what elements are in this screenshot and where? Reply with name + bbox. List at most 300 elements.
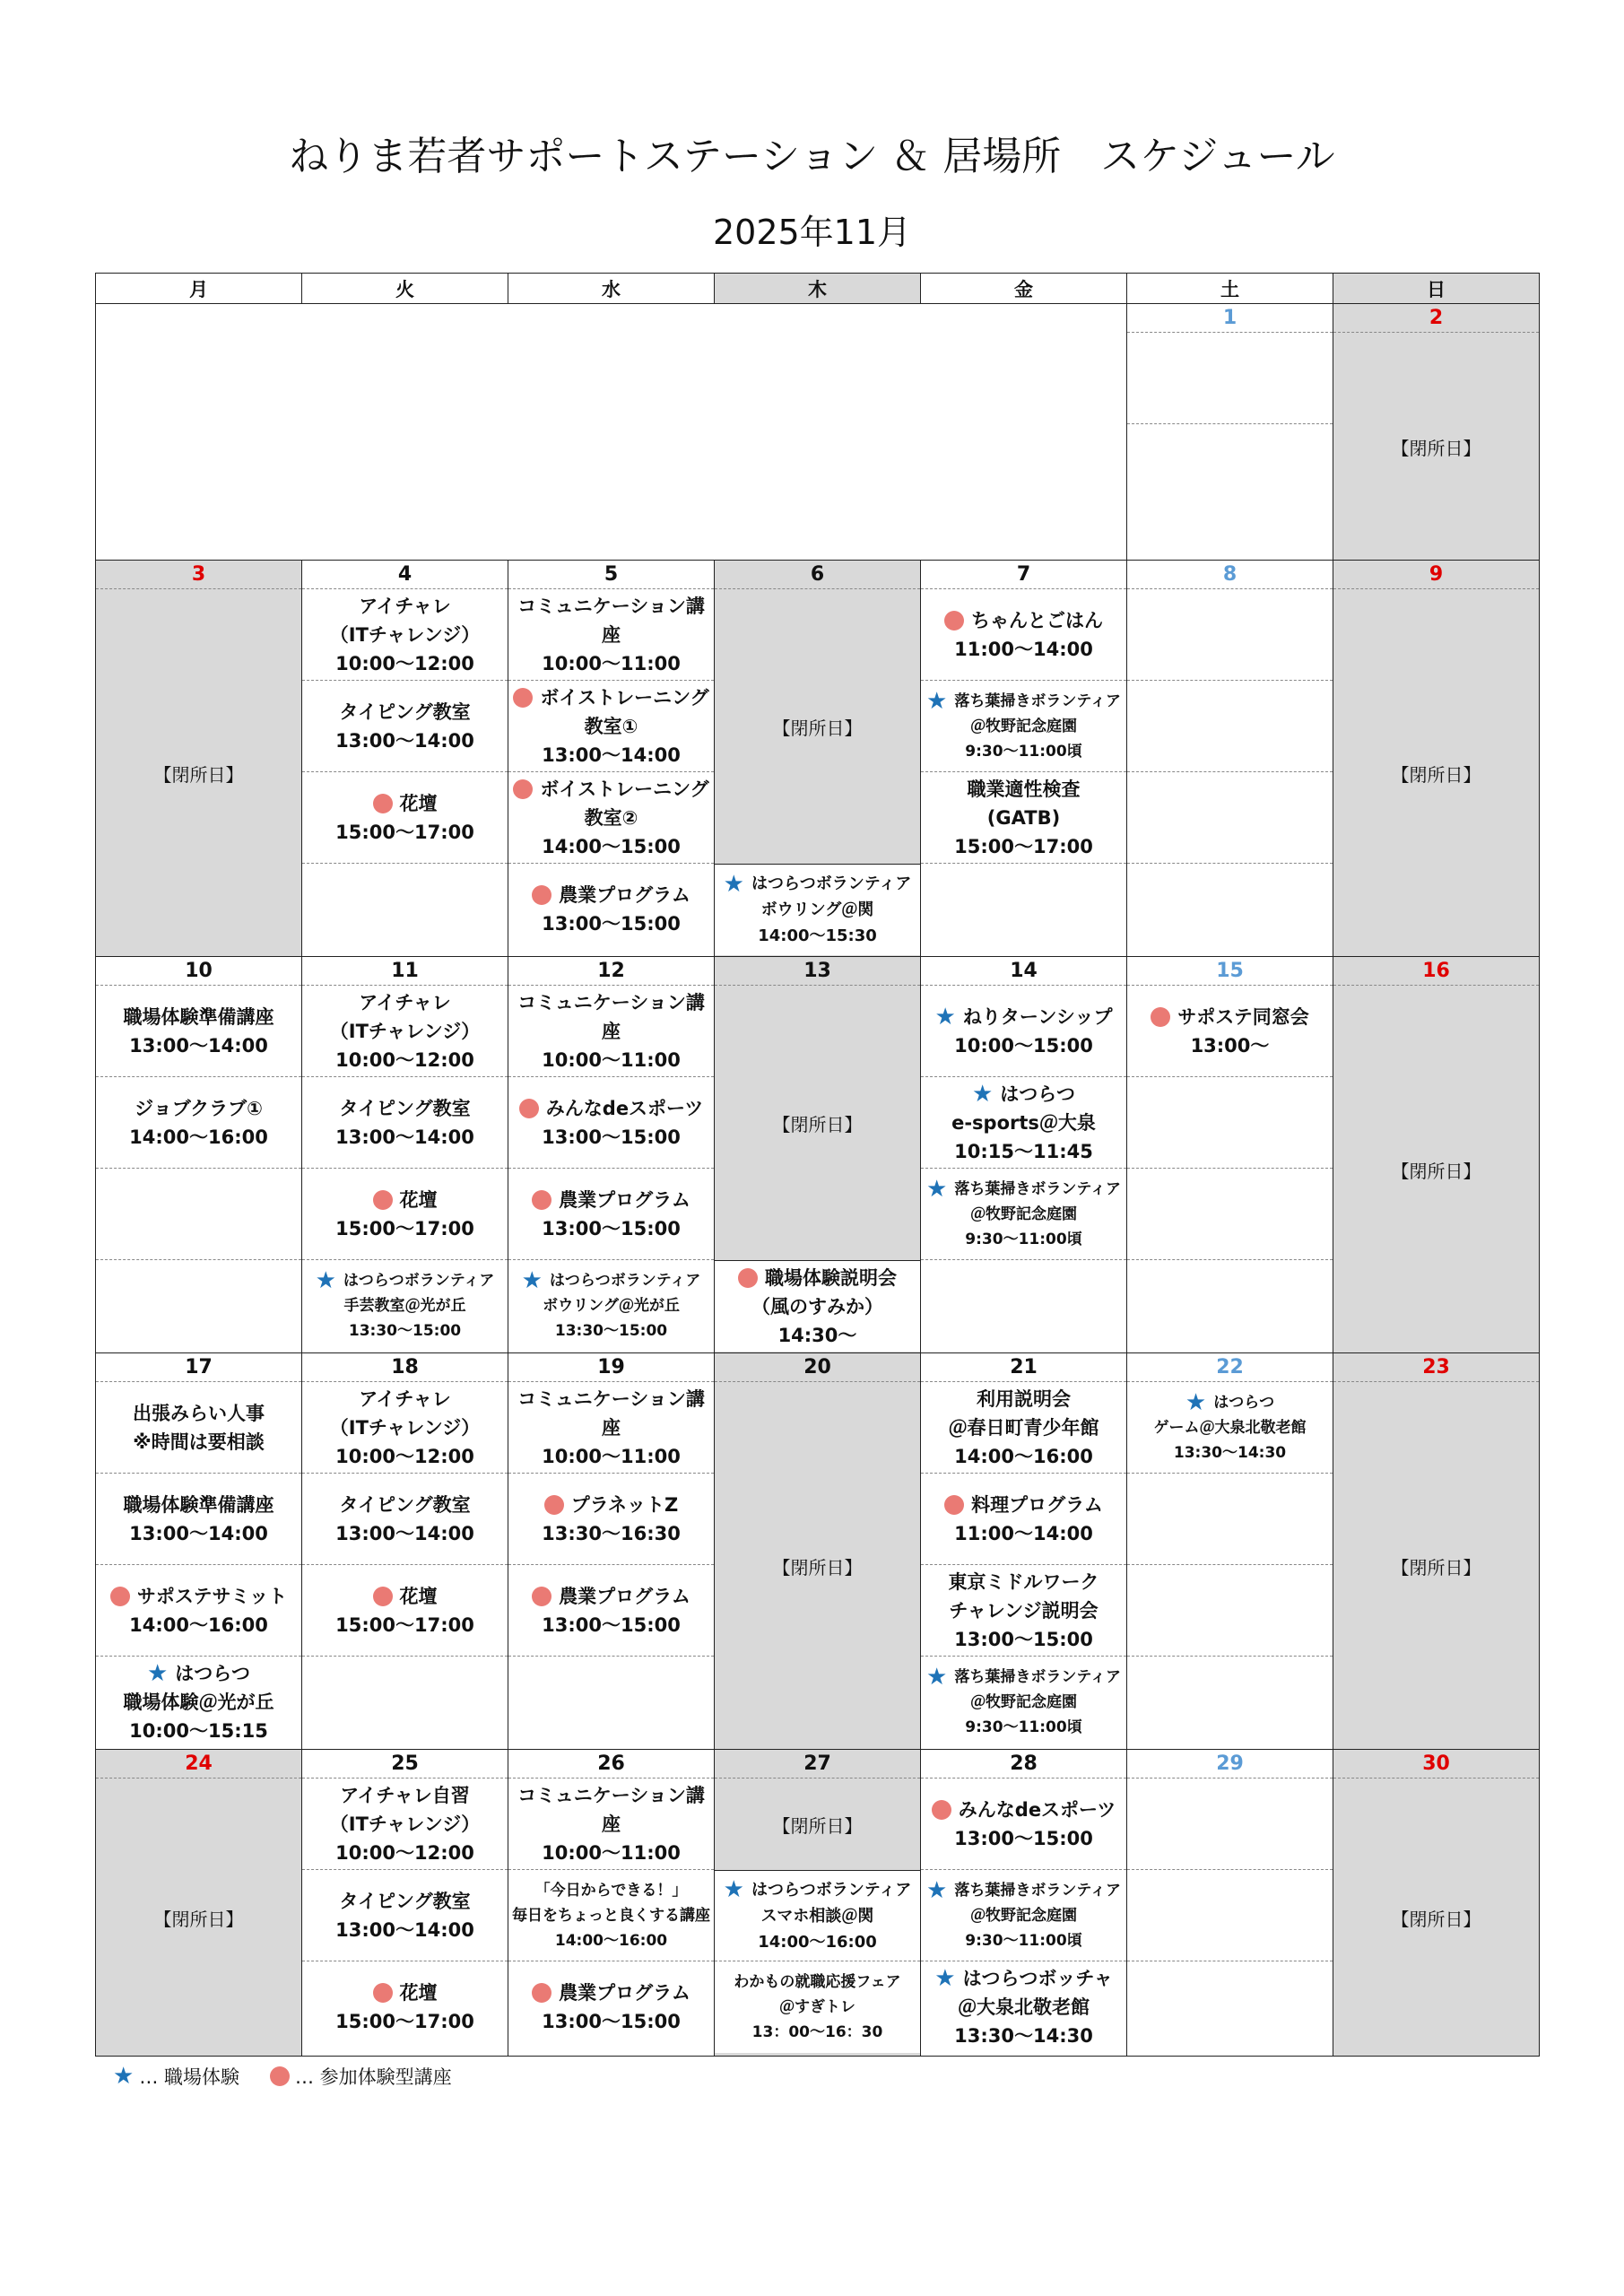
day-number: 28 (921, 1750, 1126, 1779)
event-slot (508, 589, 714, 681)
event-detail: ＠牧野記念庭園 (970, 1906, 1077, 1925)
event-detail: 14:00～16:00 (554, 1931, 668, 1950)
event-slot (302, 986, 508, 1077)
event-detail: 15:00～17:00 (335, 1613, 474, 1636)
event-title: コミュニケーション講座 (517, 1784, 705, 1835)
empty-slot (1127, 1657, 1333, 1748)
event-title: はつらつボランティア (751, 1880, 912, 1900)
day-cell (301, 560, 508, 957)
event-title-row (935, 1003, 1113, 1031)
day-cell (714, 1352, 921, 1750)
event-title: 料理プログラム (971, 1493, 1103, 1516)
event-title-row (724, 1877, 912, 1903)
event-title-row (738, 1264, 897, 1292)
empty-cell (95, 303, 1127, 561)
event-detail: 13:00～15:00 (954, 1827, 1093, 1849)
event-detail: 15:00～17:00 (335, 1217, 474, 1239)
event-detail: ＠牧野記念庭園 (970, 1205, 1077, 1223)
day-cell (95, 1749, 302, 2057)
day-cell (1333, 1749, 1540, 2057)
empty-slot (1127, 424, 1333, 516)
day-cell (508, 1352, 715, 1750)
event-detail: 13:00～15:00 (542, 1613, 681, 1636)
day-cell (1126, 560, 1333, 957)
event-title-row (926, 689, 1121, 714)
event-title: 落ち葉掃きボランティア (954, 1179, 1121, 1198)
dot-icon (532, 1587, 551, 1606)
day-cell (1333, 303, 1540, 561)
dot-icon (738, 1268, 758, 1288)
star-icon: ★ (926, 1175, 948, 1203)
day-number: 18 (302, 1353, 508, 1382)
day-cell (1126, 1749, 1333, 2057)
event-slot (921, 986, 1126, 1077)
dot-icon (373, 1190, 393, 1210)
event-title: 落ち葉掃きボランティア (954, 1668, 1121, 1686)
day-cell (301, 1749, 508, 2057)
event-detail: ゲーム＠大泉北敬老館 (1153, 1418, 1307, 1437)
day-number: 17 (96, 1353, 301, 1382)
event-slot (302, 1961, 508, 2053)
event-detail: 9:30～11:00頃 (965, 1718, 1082, 1736)
event-detail: ボウリング＠関 (760, 900, 874, 919)
event-detail: 13:00～15:00 (542, 913, 681, 935)
day-cell (1126, 956, 1333, 1353)
closed-label: 【閉所日】 (1391, 1160, 1481, 1182)
event-slot (921, 1382, 1126, 1474)
page-title: ねりま若者サポートステーション ＆ 居場所 スケジュール (289, 134, 1335, 179)
day-number: 27 (715, 1750, 920, 1779)
event-title-row (1185, 1390, 1274, 1415)
event-title-row (373, 1979, 438, 2007)
dot-icon (944, 611, 964, 631)
event-slot (921, 681, 1126, 772)
event-title: 職場体験説明会 (765, 1266, 897, 1289)
event-title-row (110, 1582, 287, 1611)
star-icon: ★ (926, 1664, 948, 1691)
event-slot (921, 772, 1126, 864)
empty-slot (1127, 1565, 1333, 1657)
day-cell (1333, 1352, 1540, 1750)
event-detail: 13:00～15:00 (954, 1628, 1093, 1650)
event-detail: 10:00～12:00 (335, 652, 474, 674)
dot-icon (373, 794, 393, 813)
event-detail: 13:00～14:00 (335, 1918, 474, 1941)
event-slot (96, 1077, 301, 1169)
event-title: 農業プログラム (559, 1188, 690, 1211)
event-title: 落ち葉掃きボランティア (954, 691, 1121, 710)
day-number: 29 (1127, 1750, 1333, 1779)
day-number: 21 (921, 1353, 1126, 1382)
dot-icon (373, 1983, 393, 2003)
event-detail: 手芸教室＠光が丘 (343, 1297, 466, 1315)
event-title-row (519, 1094, 703, 1123)
dot-icon (932, 1800, 951, 1820)
event-title-row (532, 881, 690, 909)
event-slot (302, 1260, 508, 1352)
event-detail: 11:00～14:00 (954, 1522, 1093, 1544)
day-number: 14 (921, 957, 1126, 986)
day-number: 24 (96, 1750, 301, 1779)
dot-icon (532, 1190, 551, 1210)
event-slot (302, 681, 508, 772)
event-detail: （ITチャレンジ） (329, 623, 481, 646)
event-title: アイチャレ自習 (340, 1784, 470, 1806)
event-detail: 15:00～17:00 (335, 2011, 474, 2032)
event-detail: 13:00～ (1190, 1034, 1270, 1057)
event-slot (921, 589, 1126, 681)
event-slot (715, 864, 920, 955)
event-title-row (373, 1186, 438, 1214)
event-detail: 10:00～11:00 (542, 652, 681, 674)
event-title: サポステ同窓会 (1177, 1005, 1309, 1028)
event-title-row (926, 1878, 1121, 1903)
star-icon: ★ (723, 870, 744, 898)
event-detail: （風のすみか） (751, 1295, 883, 1318)
event-detail: 9:30～11:00頃 (965, 742, 1082, 761)
day-number: 12 (508, 957, 714, 986)
empty-slot (1127, 1474, 1333, 1565)
star-icon: ★ (971, 1080, 994, 1108)
day-number: 23 (1333, 1353, 1539, 1382)
star-icon: ★ (1185, 1388, 1207, 1416)
event-detail: 9:30～11:00頃 (965, 1230, 1082, 1248)
event-slot (96, 1565, 301, 1657)
event-detail: 職場体験＠光が丘 (123, 1692, 274, 1713)
day-number: 7 (921, 561, 1126, 589)
event-title-row (373, 1582, 438, 1611)
day-cell (1333, 956, 1540, 1353)
empty-slot (96, 1169, 301, 1260)
day-cell (920, 956, 1127, 1353)
event-slot (921, 1169, 1126, 1260)
day-number: 8 (1127, 561, 1333, 589)
dot-icon (519, 1099, 539, 1118)
event-slot (508, 1870, 714, 1961)
event-detail: 13:30～15:00 (554, 1322, 668, 1340)
empty-slot (1127, 681, 1333, 772)
event-detail: 14:00～16:00 (954, 1445, 1093, 1467)
dot-icon (532, 1983, 551, 2003)
dot-icon (944, 1495, 964, 1515)
event-title: 職業適性検査 (967, 778, 1081, 800)
day-cell (95, 1352, 302, 1750)
day-cell (920, 1352, 1127, 1750)
event-title: 「今日からできる！」 (534, 1881, 688, 1900)
empty-slot (508, 1657, 714, 1748)
event-detail: 13:00～15:00 (542, 1126, 681, 1148)
event-slot (96, 1474, 301, 1565)
event-detail: e-sports＠大泉 (951, 1111, 1096, 1134)
event-title: サポステサミット (136, 1585, 288, 1607)
weekday-header: 金 (920, 273, 1127, 304)
event-title-row (932, 1796, 1116, 1824)
event-title: 利用説明会 (977, 1387, 1071, 1410)
event-slot (921, 1961, 1126, 2053)
weekday-header: 水 (508, 273, 715, 304)
dot-icon (110, 1587, 130, 1606)
day-number: 11 (302, 957, 508, 986)
star-icon: ★ (934, 1003, 956, 1031)
event-title: わかもの就職応援フェア (734, 1973, 901, 1991)
event-slot (715, 1870, 920, 1961)
event-slot (302, 1474, 508, 1565)
event-slot (508, 1474, 714, 1565)
event-detail: 13:30～15:00 (348, 1322, 462, 1340)
weekday-header: 火 (301, 273, 508, 304)
event-title: みんなdeスポーツ (545, 1097, 704, 1119)
event-title: 農業プログラム (559, 1585, 690, 1607)
event-slot (508, 1382, 714, 1474)
day-cell (508, 1749, 715, 2057)
event-detail: ＠牧野記念庭園 (970, 1693, 1077, 1711)
event-title: はつらつボッチャ (962, 1968, 1113, 1989)
event-detail: 15:00～17:00 (954, 835, 1093, 857)
star-icon: ★ (926, 687, 948, 715)
event-title-row (147, 1659, 250, 1688)
event-detail: （ITチャレンジ） (329, 1020, 481, 1042)
day-cell (1126, 1352, 1333, 1750)
event-detail: 14:30～ (777, 1324, 857, 1346)
dot-icon (270, 2066, 290, 2086)
event-title: ジョブクラブ① (135, 1097, 263, 1119)
day-number: 15 (1127, 957, 1333, 986)
event-slot (96, 986, 301, 1077)
empty-slot (302, 1657, 508, 1748)
legend-label-job-experience: … 職場体験 (139, 2066, 239, 2088)
weekday-header: 月 (95, 273, 302, 304)
star-icon: ★ (521, 1267, 543, 1294)
event-slot (508, 1169, 714, 1260)
event-title: ねりターンシップ (962, 1005, 1113, 1028)
day-cell (95, 956, 302, 1353)
event-title: アイチャレ (359, 595, 451, 617)
event-detail: 9:30～11:00頃 (965, 1931, 1082, 1950)
event-slot (921, 1870, 1126, 1961)
dot-icon (532, 885, 551, 905)
event-title: アイチャレ (359, 1387, 451, 1410)
event-detail: ＠春日町青少年館 (948, 1416, 1099, 1439)
event-detail: 13:00～14:00 (129, 1522, 268, 1544)
event-title: はつらつ (1000, 1083, 1076, 1105)
closed-label: 【閉所日】 (772, 1113, 863, 1135)
dot-icon (513, 779, 533, 799)
closed-label: 【閉所日】 (1391, 763, 1481, 786)
event-detail: 10:15～11:45 (954, 1140, 1093, 1162)
event-title-row (532, 1582, 690, 1611)
weekday-header: 木 (714, 273, 921, 304)
event-detail: 10:00～12:00 (335, 1048, 474, 1071)
event-detail: 13:00～14:00 (335, 1126, 474, 1148)
event-detail: ※時間は要相談 (133, 1431, 265, 1453)
day-cell (301, 956, 508, 1353)
event-detail: 14:00～16:00 (758, 1932, 877, 1952)
day-number: 1 (1127, 304, 1333, 333)
day-cell (1126, 303, 1333, 561)
star-icon: ★ (723, 1876, 744, 1903)
event-title: 職場体験準備講座 (123, 1493, 274, 1516)
event-title: 花壇 (399, 1585, 438, 1607)
event-title: 出張みらい人事 (133, 1402, 265, 1424)
event-slot (302, 1870, 508, 1961)
day-cell (920, 560, 1127, 957)
event-title: タイピング教室 (339, 1890, 471, 1912)
event-detail: 10:00～11:00 (542, 1048, 681, 1071)
event-detail: 13:00～14:00 (542, 744, 681, 766)
event-slot (715, 1961, 920, 2053)
day-number: 20 (715, 1353, 920, 1382)
event-slot (302, 1169, 508, 1260)
empty-slot (1127, 589, 1333, 681)
empty-slot (1127, 1077, 1333, 1169)
event-title-row (724, 871, 912, 897)
dot-icon (1151, 1007, 1170, 1027)
closed-label: 【閉所日】 (1391, 1908, 1481, 1930)
event-title: はつらつボランティア (549, 1272, 701, 1290)
event-detail: 11:00～14:00 (954, 638, 1093, 660)
event-detail: 13:30～16:30 (542, 1522, 681, 1544)
closed-label: 【閉所日】 (772, 717, 863, 739)
event-title-row (373, 789, 438, 818)
event-title: タイピング教室 (339, 700, 471, 723)
event-title: みんなdeスポーツ (958, 1798, 1116, 1821)
event-slot (508, 1779, 714, 1870)
event-detail: 14:00～15:30 (758, 926, 877, 945)
event-detail: ＠すぎトレ (779, 1998, 855, 2016)
event-detail: 14:00～16:00 (129, 1613, 268, 1636)
event-title: プラネットZ (570, 1493, 679, 1516)
event-slot (96, 1382, 301, 1474)
day-cell (714, 1749, 921, 2057)
day-number: 13 (715, 957, 920, 986)
event-title: はつらつボランティア (343, 1272, 495, 1290)
empty-slot (1127, 333, 1333, 424)
legend-label-workshop: … 参加体験型講座 (295, 2066, 452, 2088)
event-detail: チャレンジ説明会 (949, 1599, 1099, 1622)
event-slot (508, 1565, 714, 1657)
day-number: 10 (96, 957, 301, 986)
closed-label: 【閉所日】 (772, 1814, 863, 1837)
day-number: 2 (1333, 304, 1539, 333)
empty-slot (1127, 1260, 1333, 1352)
event-slot (508, 1961, 714, 2053)
day-number: 22 (1127, 1353, 1333, 1382)
event-title-row (944, 1491, 1103, 1519)
event-title-row (972, 1080, 1075, 1109)
event-detail: 13:00～14:00 (129, 1034, 268, 1057)
weekday-header: 日 (1333, 273, 1540, 304)
event-slot (921, 1077, 1126, 1169)
event-slot (921, 1657, 1126, 1748)
event-title: 職場体験準備講座 (123, 1005, 274, 1028)
event-detail: （ITチャレンジ） (329, 1416, 481, 1439)
event-detail: 13:00～14:00 (335, 1522, 474, 1544)
event-detail: 10:00～11:00 (542, 1445, 681, 1467)
day-number: 9 (1333, 561, 1539, 589)
empty-slot (921, 1260, 1126, 1352)
event-slot (1127, 986, 1333, 1077)
empty-slot (1127, 772, 1333, 864)
event-detail: 13:00～15:00 (542, 2011, 681, 2032)
day-number: 4 (302, 561, 508, 589)
star-icon: ★ (146, 1660, 169, 1687)
event-detail: 教室① (584, 715, 638, 737)
event-title-row (522, 1268, 701, 1293)
event-title: アイチャレ (359, 991, 451, 1013)
event-detail: 10:00～12:00 (335, 1445, 474, 1467)
event-title: コミュニケーション講座 (517, 991, 705, 1042)
event-slot (96, 1657, 301, 1748)
event-detail: 13:00～15:00 (542, 1217, 681, 1239)
month-label: 2025年11月 (712, 213, 912, 252)
event-title: タイピング教室 (339, 1097, 471, 1119)
closed-label: 【閉所日】 (153, 1908, 244, 1930)
event-detail: ボウリング＠光が丘 (543, 1297, 680, 1315)
event-title-row (1151, 1003, 1309, 1031)
event-detail: 13:30～14:30 (954, 2025, 1093, 2047)
day-number: 19 (508, 1353, 714, 1382)
day-number: 5 (508, 561, 714, 589)
event-title: 落ち葉掃きボランティア (954, 1881, 1121, 1900)
event-slot (302, 772, 508, 864)
empty-slot (1127, 1169, 1333, 1260)
event-slot (1127, 1382, 1333, 1474)
day-cell (714, 956, 921, 1353)
day-number: 26 (508, 1750, 714, 1779)
day-cell (1333, 560, 1540, 957)
event-title-row (926, 1665, 1121, 1690)
event-detail: 13：00～16：30 (751, 2023, 883, 2041)
day-cell (301, 1352, 508, 1750)
event-title: はつらつボランティア (751, 874, 912, 893)
legend (113, 2063, 482, 2090)
dot-icon (544, 1495, 564, 1515)
empty-slot (1127, 864, 1333, 955)
event-title-row (513, 683, 708, 712)
event-slot (508, 1077, 714, 1169)
event-detail: 教室② (584, 806, 638, 829)
event-detail: 15:00～17:00 (335, 821, 474, 843)
event-title: 東京ミドルワーク (948, 1570, 1099, 1593)
event-title: タイピング教室 (339, 1493, 471, 1516)
event-title: コミュニケーション講座 (517, 1387, 705, 1439)
event-detail: 13:30～14:30 (1173, 1443, 1287, 1462)
weekday-header: 土 (1126, 273, 1333, 304)
event-title: 花壇 (399, 792, 438, 814)
empty-slot (1127, 1779, 1333, 1870)
event-slot (508, 986, 714, 1077)
event-detail: 13:00～14:00 (335, 729, 474, 752)
event-title: 花壇 (399, 1982, 438, 2004)
event-title: ボイストレーニング (540, 778, 709, 800)
event-slot (508, 681, 714, 772)
event-detail: 14:00～16:00 (129, 1126, 268, 1148)
empty-slot (302, 864, 508, 955)
event-slot (302, 1077, 508, 1169)
event-detail: 毎日をちょっと良くする講座 (512, 1906, 710, 1925)
event-title-row (513, 775, 708, 804)
event-title: ちゃんとごはん (971, 609, 1103, 631)
event-title-row (544, 1491, 679, 1519)
event-title-row (316, 1268, 495, 1293)
day-cell (508, 956, 715, 1353)
event-title-row (532, 1979, 690, 2007)
event-title-row (944, 606, 1103, 635)
day-cell (714, 560, 921, 957)
event-slot (508, 864, 714, 955)
star-icon: ★ (315, 1267, 336, 1294)
event-slot (508, 772, 714, 864)
